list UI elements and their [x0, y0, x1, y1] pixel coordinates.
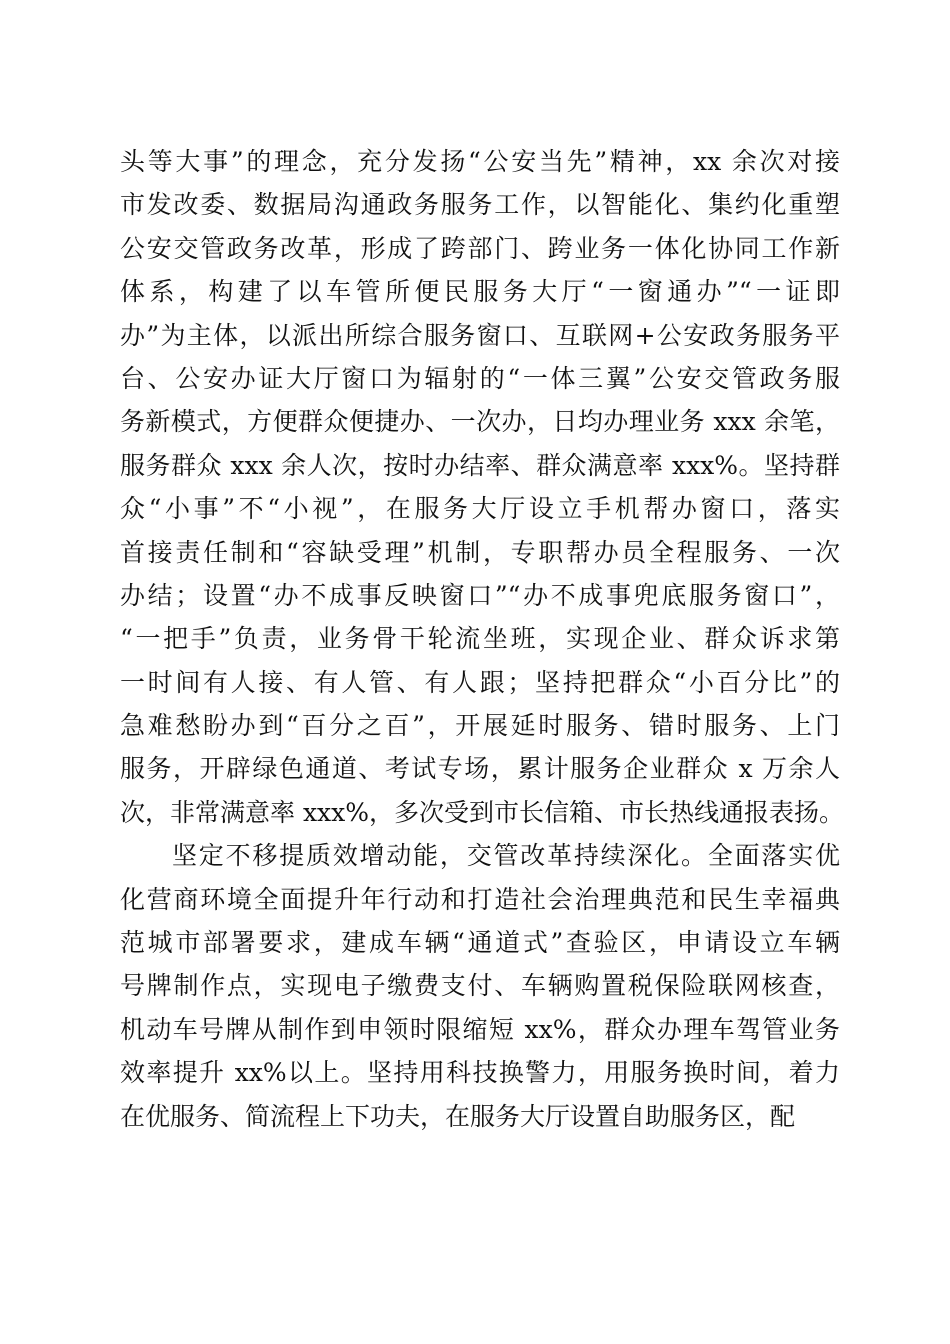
text-line: 次，非常满意率 xxx%，多次受到市长信箱、市长热线通报表扬。: [120, 797, 845, 827]
text-line: 范城市部署要求，建成车辆“通道式”查验区，申请设立车辆: [120, 928, 840, 958]
text-line: 体系，构建了以车管所便民服务大厅“一窗通办”“一证即: [120, 277, 840, 307]
text-line: 号牌制作点，实现电子缴费支付、车辆购置税保险联网核查，: [120, 971, 840, 1001]
text-line: 办”为主体，以派出所综合服务窗口、互联网+公安政务服务平: [120, 320, 840, 350]
text-line: 首接责任制和“容缺受理”机制，专职帮办员全程服务、一次: [120, 537, 840, 567]
text-line: 头等大事”的理念，充分发扬“公安当先”精神，xx 余次对接: [120, 147, 840, 176]
text-line: 效率提升 xx%以上。坚持用科技换警力，用服务换时间，着力: [120, 1058, 840, 1088]
text-line: 服务，开辟绿色通道、考试专场，累计服务企业群众 x 万余人: [120, 754, 840, 784]
text-line: 服务群众 xxx 余人次，按时办结率、群众满意率 xxx%。坚持群: [120, 450, 840, 480]
text-line: 急难愁盼办到“百分之百”，开展延时服务、错时服务、上门: [120, 711, 840, 741]
paragraph-service-reform: [120, 140, 845, 834]
paragraph-reform-deepening: [120, 834, 840, 1138]
text-line: 一时间有人接、有人管、有人跟；坚持把群众“小百分比”的: [120, 667, 840, 697]
text-line: 化营商环境全面提升年行动和打造社会治理典范和民生幸福典: [120, 884, 840, 914]
text-line: 坚定不移提质效增动能，交管改革持续深化。全面落实优: [172, 841, 840, 871]
text-line: 台、公安办证大厅窗口为辐射的“一体三翼”公安交管政务服: [120, 363, 840, 393]
text-line: 众“小事”不“小视”，在服务大厅设立手机帮办窗口，落实: [120, 494, 840, 524]
text-line: 务新模式，方便群众便捷办、一次办，日均办理业务 xxx 余笔，: [120, 407, 840, 437]
text-line: “一把手”负责，业务骨干轮流坐班，实现企业、群众诉求第: [120, 624, 840, 654]
text-line: 市发改委、数据局沟通政务服务工作，以智能化、集约化重塑: [120, 190, 840, 220]
text-line: 公安交管政务改革，形成了跨部门、跨业务一体化协同工作新: [120, 233, 840, 263]
text-line: 办结；设置“办不成事反映窗口”“办不成事兜底服务窗口”，: [120, 580, 840, 610]
text-line: 机动车号牌从制作到申领时限缩短 xx%，群众办理车驾管业务: [120, 1014, 840, 1044]
document-body: [120, 140, 845, 1138]
text-line: 在优服务、简流程上下功夫，在服务大厅设置自助服务区，配: [120, 1101, 796, 1131]
